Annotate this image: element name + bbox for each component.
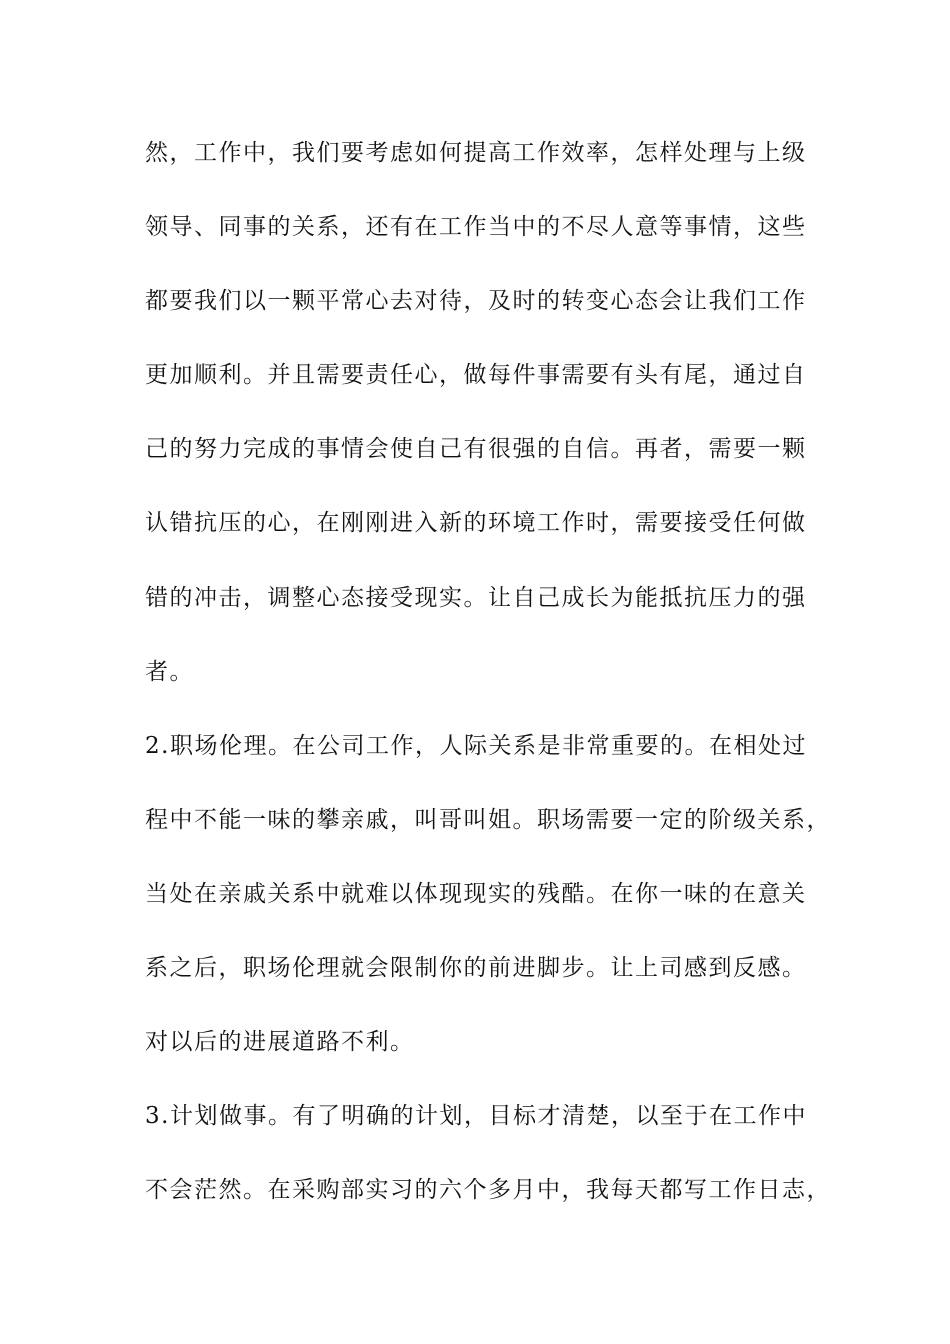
text-line: 不会茫然。在采购部实习的六个多月中，我每天都写工作日志， xyxy=(145,1177,831,1203)
text-line: 领导、同事的关系，还有在工作当中的不尽人意等事情，这些 xyxy=(145,214,807,240)
text-line: 认错抗压的心，在刚刚进入新的环境工作时，需要接受任何做 xyxy=(145,510,807,536)
text-line: 2.职场伦理。在公司工作，人际关系是非常重要的。在相处过 xyxy=(145,733,807,759)
text-line: 对以后的进展道路不利。 xyxy=(145,1029,415,1055)
text-line: 程中不能一味的攀亲戚，叫哥叫姐。职场需要一定的阶级关系， xyxy=(145,807,831,833)
text-line: 更加顺利。并且需要责任心，做每件事需要有头有尾，通过自 xyxy=(145,362,807,388)
text-line: 然，工作中，我们要考虑如何提高工作效率，怎样处理与上级 xyxy=(145,140,807,166)
text-line: 者。 xyxy=(145,659,194,685)
text-line: 当处在亲戚关系中就难以体现现实的残酷。在你一味的在意关 xyxy=(145,881,807,907)
text-line: 都要我们以一颗平常心去对待，及时的转变心态会让我们工作 xyxy=(145,288,807,314)
text-line: 3.计划做事。有了明确的计划，目标才清楚，以至于在工作中 xyxy=(145,1103,807,1129)
text-line: 错的冲击，调整心态接受现实。让自己成长为能抵抗压力的强 xyxy=(145,585,807,611)
text-line: 系之后，职场伦理就会限制你的前进脚步。让上司感到反感。 xyxy=(145,955,807,981)
text-line: 己的努力完成的事情会使自己有很强的自信。再者，需要一颗 xyxy=(145,436,807,462)
